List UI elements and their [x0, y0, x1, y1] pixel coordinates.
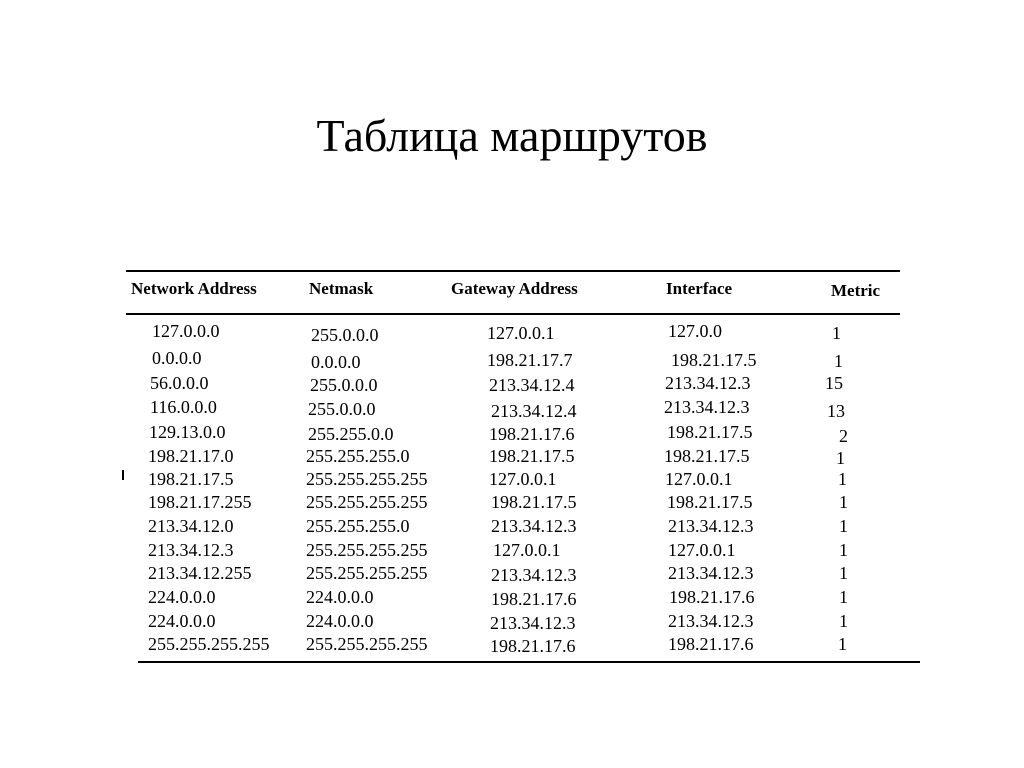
cell-network-address: 129.13.0.0	[149, 422, 226, 442]
cell-gateway-address: 213.34.12.3	[491, 516, 577, 536]
cell-netmask: 224.0.0.0	[306, 611, 374, 631]
cell-netmask: 255.0.0.0	[308, 399, 376, 419]
cell-gateway-address: 127.0.0.1	[487, 323, 555, 343]
cell-metric: 13	[827, 401, 845, 421]
cell-netmask: 255.255.255.255	[306, 540, 428, 560]
cell-interface: 213.34.12.3	[668, 611, 754, 631]
cell-network-address: 198.21.17.255	[148, 492, 252, 512]
cell-metric: 1	[839, 563, 848, 583]
cell-metric: 1	[838, 469, 847, 489]
cell-gateway-address: 213.34.12.4	[489, 375, 575, 395]
cell-network-address: 0.0.0.0	[152, 348, 202, 368]
cell-netmask: 224.0.0.0	[306, 587, 374, 607]
cell-interface: 198.21.17.5	[667, 492, 753, 512]
cell-netmask: 255.255.0.0	[308, 424, 394, 444]
column-header-network-address: Network Address	[131, 279, 257, 298]
cell-netmask: 255.255.255.0	[306, 446, 410, 466]
cell-network-address: 198.21.17.0	[148, 446, 234, 466]
table-top-rule	[126, 270, 900, 272]
column-header-interface: Interface	[666, 279, 733, 298]
table-header-rule	[126, 313, 900, 315]
cell-interface: 127.0.0.1	[668, 540, 736, 560]
cell-interface: 213.34.12.3	[668, 563, 754, 583]
cell-interface: 213.34.12.3	[665, 373, 751, 393]
cell-metric: 1	[838, 634, 847, 654]
cell-interface: 198.21.17.5	[664, 446, 750, 466]
cell-network-address: 213.34.12.255	[148, 563, 252, 583]
cell-interface: 198.21.17.6	[668, 634, 754, 654]
cell-netmask: 255.255.255.255	[306, 634, 428, 654]
cell-gateway-address: 213.34.12.3	[491, 565, 577, 585]
cell-network-address: 255.255.255.255	[148, 634, 270, 654]
cell-network-address: 127.0.0.0	[152, 321, 220, 341]
cell-interface: 127.0.0.1	[665, 469, 733, 489]
column-header-metric: Metric	[831, 281, 881, 300]
cell-network-address: 56.0.0.0	[150, 373, 209, 393]
cell-network-address: 213.34.12.0	[148, 516, 234, 536]
cell-gateway-address: 198.21.17.6	[490, 636, 576, 656]
cell-gateway-address: 127.0.0.1	[489, 469, 557, 489]
cell-interface: 198.21.17.5	[667, 422, 753, 442]
cell-netmask: 255.255.255.255	[306, 563, 428, 583]
cell-metric: 1	[839, 611, 848, 631]
cell-metric: 1	[839, 540, 848, 560]
page-title: Таблица маршрутов	[316, 110, 708, 161]
cell-gateway-address: 213.34.12.3	[490, 613, 576, 633]
cell-network-address: 198.21.17.5	[148, 469, 234, 489]
cell-netmask: 255.255.255.0	[306, 516, 410, 536]
cell-metric: 1	[839, 492, 848, 512]
cell-metric: 15	[825, 373, 843, 393]
cell-gateway-address: 198.21.17.6	[489, 424, 575, 444]
cell-interface: 213.34.12.3	[664, 397, 750, 417]
stray-mark	[122, 470, 124, 480]
cell-netmask: 255.0.0.0	[310, 375, 378, 395]
cell-gateway-address: 198.21.17.7	[487, 350, 573, 370]
cell-gateway-address: 198.21.17.5	[491, 492, 577, 512]
cell-metric: 1	[839, 516, 848, 536]
cell-network-address: 116.0.0.0	[150, 397, 217, 417]
cell-network-address: 224.0.0.0	[148, 587, 216, 607]
cell-metric: 1	[832, 323, 841, 343]
cell-metric: 1	[839, 587, 848, 607]
cell-gateway-address: 213.34.12.4	[491, 401, 577, 421]
cell-metric: 1	[836, 448, 845, 468]
cell-interface: 127.0.0	[668, 321, 722, 341]
cell-netmask: 255.255.255.255	[306, 492, 428, 512]
cell-gateway-address: 198.21.17.5	[489, 446, 575, 466]
column-header-netmask: Netmask	[309, 279, 374, 298]
cell-gateway-address: 127.0.0.1	[493, 540, 561, 560]
cell-netmask: 255.255.255.255	[306, 469, 428, 489]
cell-interface: 198.21.17.6	[669, 587, 755, 607]
cell-metric: 1	[834, 351, 843, 371]
cell-gateway-address: 198.21.17.6	[491, 589, 577, 609]
cell-interface: 198.21.17.5	[671, 350, 757, 370]
column-header-gateway-address: Gateway Address	[451, 279, 578, 298]
cell-network-address: 213.34.12.3	[148, 540, 234, 560]
cell-network-address: 224.0.0.0	[148, 611, 216, 631]
cell-metric: 2	[839, 426, 848, 446]
cell-netmask: 0.0.0.0	[311, 352, 361, 372]
table-bottom-rule	[138, 661, 920, 663]
cell-netmask: 255.0.0.0	[311, 325, 379, 345]
cell-interface: 213.34.12.3	[668, 516, 754, 536]
